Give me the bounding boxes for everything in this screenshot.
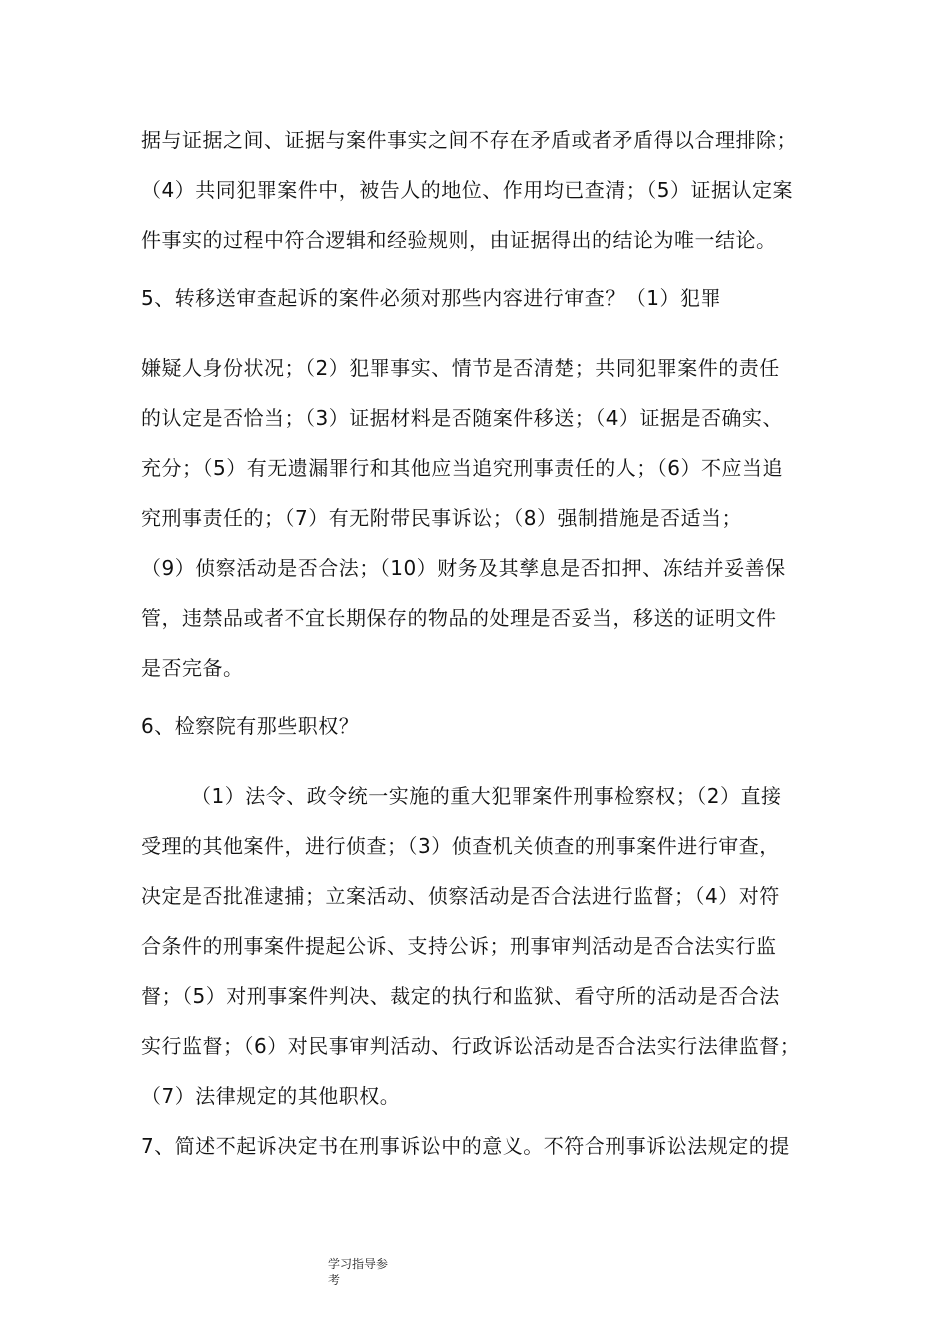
text-line: （1）法令、政令统一实施的重大犯罪案件刑事检察权；（2）直接 xyxy=(191,784,782,808)
footer-text: 考 xyxy=(328,1273,341,1287)
footer-text: 学习指导参 xyxy=(328,1257,389,1271)
text-line: 嫌疑人身份状况；（2）犯罪事实、情节是否清楚；共同犯罪案件的责任 xyxy=(141,356,780,380)
text-line: 受理的其他案件，进行侦查；（3）侦查机关侦查的刑事案件进行审查， xyxy=(141,834,780,858)
question-7-line: 7、简述不起诉决定书在刑事诉讼中的意义。不符合刑事诉讼法规定的提 xyxy=(141,1134,790,1158)
question-5-line: 5、转移送审查起诉的案件必须对那些内容进行审查？（1）犯罪 xyxy=(141,286,721,310)
text-line: 合条件的刑事案件提起公诉、支持公诉；刑事审判活动是否合法实行监 xyxy=(141,934,777,958)
text-line: （7）法律规定的其他职权。 xyxy=(141,1084,401,1108)
text-line: （9）侦察活动是否合法；（10）财务及其孳息是否扣押、冻结并妥善保 xyxy=(141,556,786,580)
text-line: 管，违禁品或者不宜长期保存的物品的处理是否妥当，移送的证明文件 xyxy=(141,606,777,630)
text-line: 是否完备。 xyxy=(141,656,244,680)
text-line: 实行监督；（6）对民事审判活动、行政诉讼活动是否合法实行法律监督； xyxy=(141,1034,801,1058)
text-line: 充分；（5）有无遗漏罪行和其他应当追究刑事责任的人；（6）不应当追 xyxy=(141,456,783,480)
text-line: 督；（5）对刑事案件判决、裁定的执行和监狱、看守所的活动是否合法 xyxy=(141,984,780,1008)
text-line: 的认定是否恰当；（3）证据材料是否随案件移送；（4）证据是否确实、 xyxy=(141,406,783,430)
text-line: 件事实的过程中符合逻辑和经验规则，由证据得出的结论为唯一结论。 xyxy=(141,228,777,252)
text-line: （4）共同犯罪案件中，被告人的地位、作用均已查清；（5）证据认定案 xyxy=(141,178,793,202)
text-line: 决定是否批准逮捕；立案活动、侦察活动是否合法进行监督；（4）对符 xyxy=(141,884,780,908)
question-6-line: 6、检察院有那些职权？ xyxy=(141,714,360,738)
text-line: 究刑事责任的；（7）有无附带民事诉讼；（8）强制措施是否适当； xyxy=(141,506,742,530)
text-line: 据与证据之间、证据与案件事实之间不存在矛盾或者矛盾得以合理排除； xyxy=(141,128,797,152)
